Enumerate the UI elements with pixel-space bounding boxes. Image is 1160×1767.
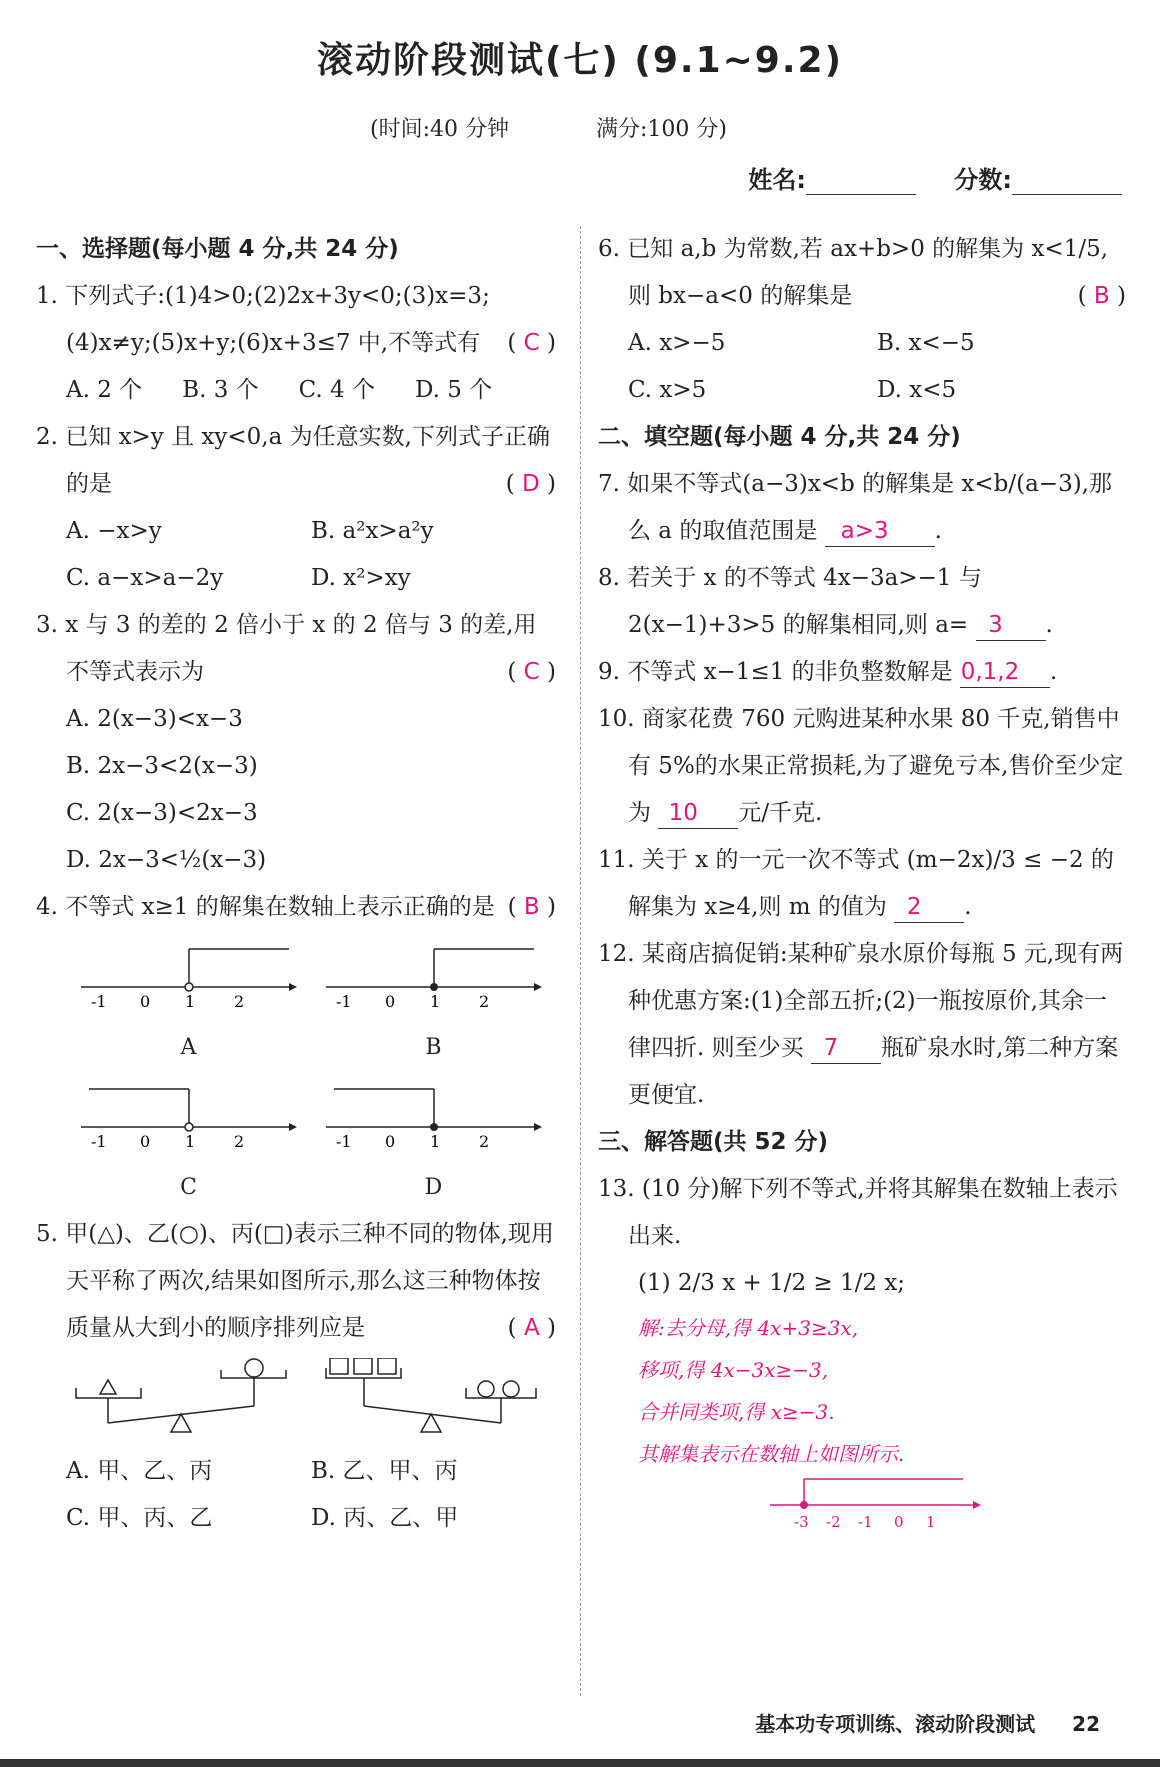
column-divider xyxy=(580,226,581,1696)
q5-option-c: C. 甲、丙、乙 xyxy=(66,1505,213,1531)
q7-stem: 7. 如果不等式(a−3)x<b 的解集是 x<b/(a−3),那么 a 的取值范围是 xyxy=(598,471,1112,544)
tick-label: -1 xyxy=(335,992,352,1007)
q5-stem: 5. 甲(△)、乙(○)、丙(□)表示三种不同的物体,现用天平称了两次,结果如图所示,那么这三种物体按质量从大到小的顺序排列应是 xyxy=(36,1221,554,1341)
q2-option-a: A. −x>y xyxy=(66,518,162,544)
solution-line: 合并同类项,得 x≥−3. xyxy=(638,1400,835,1424)
q3-options xyxy=(36,696,556,884)
q9-stem: 9. 不等式 x−1≤1 的非负整数解是 xyxy=(598,659,953,685)
right-column xyxy=(598,226,1126,1552)
q9-post: . xyxy=(1049,659,1058,685)
triangle-icon xyxy=(100,1380,116,1394)
q1-option-a: A. 2 个 xyxy=(66,377,143,403)
q5-option-d: D. 丙、乙、甲 xyxy=(311,1505,459,1531)
q5-option-b: B. 乙、甲、丙 xyxy=(311,1458,458,1484)
circle-icon xyxy=(503,1381,519,1397)
q5-answer-paren: ( A ) xyxy=(507,1315,556,1341)
q8-post: . xyxy=(1045,612,1053,638)
tick-label: 0 xyxy=(384,1132,395,1147)
section-choice-heading: 一、选择题(每小题 4 分,共 24 分) xyxy=(36,236,399,262)
q10-stem: 10. 商家花费 760 元购进某种水果 80 千克,销售中有 5%的水果正常损耗,为了避免亏本,售价至少定为 xyxy=(598,706,1124,826)
tick-label: 2 xyxy=(478,1132,489,1147)
solution-number-line xyxy=(768,1475,988,1535)
full-score-info: 满分:100 分) xyxy=(595,117,727,142)
q2-option-d: D. x²>xy xyxy=(311,565,411,591)
q6-option-c: C. x>5 xyxy=(628,377,707,403)
q13-number-line xyxy=(598,1475,1126,1552)
q4-figures-row1 xyxy=(36,937,556,1071)
solution-line: 解:去分母,得 4x+3≥3x, xyxy=(638,1316,859,1340)
q4-figure-d xyxy=(311,1077,556,1211)
q10-answer-blank[interactable]: 10 xyxy=(658,798,738,829)
tick-label: 0 xyxy=(894,1513,904,1531)
question-5 xyxy=(36,1211,556,1542)
q12-answer-blank[interactable]: 7 xyxy=(811,1033,881,1064)
tick-label: 1 xyxy=(429,1132,440,1147)
q4-answer-paren: ( B ) xyxy=(507,894,556,920)
q2-option-c: C. a−x>a−2y xyxy=(66,565,224,591)
question-7 xyxy=(598,461,1126,555)
q7-post: . xyxy=(934,518,942,544)
q1-answer: C xyxy=(523,330,540,356)
q4-figure-c xyxy=(66,1077,311,1211)
q5-options xyxy=(36,1448,556,1542)
q9-answer-blank[interactable]: 0,1,2 xyxy=(960,657,1050,688)
section-fill-heading: 二、填空题(每小题 4 分,共 24 分) xyxy=(598,424,961,450)
tick-label: 1 xyxy=(184,992,195,1007)
q4-label-a: A xyxy=(180,1035,197,1060)
score-label: 分数: xyxy=(954,166,1012,194)
question-6 xyxy=(598,226,1126,414)
question-3 xyxy=(36,602,556,884)
footer-text: 基本功专项训练、滚动阶段测试 xyxy=(755,1712,1036,1736)
q5-answer: A xyxy=(523,1315,540,1341)
question-9 xyxy=(598,649,1126,696)
q6-option-a: A. x>−5 xyxy=(628,330,726,356)
number-line-b xyxy=(324,937,544,1007)
q3-answer-paren: ( C ) xyxy=(507,659,556,685)
q11-stem: 11. 关于 x 的一元一次不等式 (m−2x)/3 ≤ −2 的解集为 x≥4,则 m 的值为 xyxy=(598,847,1114,920)
section-solve-heading: 三、解答题(共 52 分) xyxy=(598,1129,829,1155)
balance-scale-2 xyxy=(316,1358,546,1448)
q3-answer: C xyxy=(523,659,540,685)
tick-label: 0 xyxy=(139,1132,150,1147)
q6-answer: B xyxy=(1093,283,1110,309)
tick-label: 1 xyxy=(926,1513,936,1531)
q4-label-b: B xyxy=(425,1035,442,1060)
circle-icon xyxy=(245,1359,263,1377)
q3-option-b: B. 2x−3<2(x−3) xyxy=(66,753,258,779)
page-footer xyxy=(755,1708,1100,1737)
number-line-d xyxy=(324,1077,544,1147)
q1-options xyxy=(36,367,556,414)
square-icon xyxy=(354,1358,372,1374)
question-12 xyxy=(598,931,1126,1119)
q13-stem: 13. (10 分)解下列不等式,并将其解集在数轴上表示出来. xyxy=(598,1176,1118,1249)
q11-post: . xyxy=(964,894,972,920)
q5-balance-figures xyxy=(36,1358,556,1448)
q4-label-c: C xyxy=(180,1175,197,1200)
q1-answer-paren: ( C ) xyxy=(507,330,556,356)
square-icon xyxy=(330,1358,348,1374)
q2-answer-paren: ( D ) xyxy=(505,471,556,497)
question-13 xyxy=(598,1166,1126,1552)
q3-option-c: C. 2(x−3)<2x−3 xyxy=(66,800,258,826)
q13-solution xyxy=(598,1307,1126,1475)
square-icon xyxy=(378,1358,396,1374)
circle-icon xyxy=(478,1381,494,1397)
q3-option-a: A. 2(x−3)<x−3 xyxy=(66,706,243,732)
q5-option-a: A. 甲、乙、丙 xyxy=(66,1458,213,1484)
tick-label: 2 xyxy=(233,992,244,1007)
tick-label: -1 xyxy=(858,1513,873,1531)
question-4 xyxy=(36,884,556,1211)
score-field[interactable] xyxy=(1012,170,1122,195)
balance-scale-1 xyxy=(66,1358,296,1448)
q2-stem: 2. 已知 x>y 且 xy<0,a 为任意实数,下列式子正确的是 xyxy=(36,424,550,497)
name-label: 姓名: xyxy=(748,166,807,194)
solution-line: 其解集表示在数轴上如图所示. xyxy=(638,1442,905,1466)
tick-label: 2 xyxy=(233,1132,244,1147)
tick-label: 1 xyxy=(429,992,440,1007)
tick-label: -3 xyxy=(794,1513,809,1531)
q13-part1: (1) 2/3 x + 1/2 ≥ 1/2 x; xyxy=(638,1270,906,1296)
q3-stem: 3. x 与 3 的差的 2 倍小于 x 的 2 倍与 3 的差,用不等式表示为 xyxy=(36,612,537,685)
bottom-bar xyxy=(0,1759,1160,1767)
q4-answer: B xyxy=(523,894,540,920)
left-column xyxy=(36,226,556,1542)
q8-answer-blank[interactable]: 3 xyxy=(976,610,1046,641)
tick-label: -1 xyxy=(335,1132,352,1147)
number-line-c xyxy=(79,1077,299,1147)
tick-label: 2 xyxy=(478,992,489,1007)
q6-option-b: B. x<−5 xyxy=(877,330,975,356)
question-10 xyxy=(598,696,1126,837)
q1-stem: 1. 下列式子:(1)4>0;(2)2x+3y<0;(3)x=3;(4)x≠y;(5)x+y;(6)x+3≤7 中,不等式有 xyxy=(36,283,490,356)
q2-options xyxy=(36,508,556,602)
q4-figure-a xyxy=(66,937,311,1071)
q10-post: 元/千克. xyxy=(738,800,823,826)
q6-stem: 6. 已知 a,b 为常数,若 ax+b>0 的解集为 x<1/5,则 bx−a<0 的解集是 xyxy=(598,236,1109,309)
number-line-a xyxy=(79,937,299,1007)
question-2 xyxy=(36,414,556,602)
tick-label: 0 xyxy=(384,992,395,1007)
q1-option-d: D. 5 个 xyxy=(415,377,493,403)
q4-figure-b xyxy=(311,937,556,1071)
page-number: 22 xyxy=(1072,1712,1100,1736)
question-11 xyxy=(598,837,1126,931)
tick-label: 1 xyxy=(184,1132,195,1147)
solution-line: 移项,得 4x−3x≥−3, xyxy=(638,1358,829,1382)
q12-post: 瓶矿泉水时,第二种方案更便宜. xyxy=(628,1035,1119,1108)
q1-option-c: C. 4 个 xyxy=(298,377,376,403)
q12-stem: 12. 某商店搞促销:某种矿泉水原价每瓶 5 元,现有两种优惠方案:(1)全部五折;(2)一瓶按原价,其余一律四折. 则至少买 xyxy=(598,941,1124,1061)
q6-option-d: D. x<5 xyxy=(877,377,957,403)
time-info: (时间:40 分钟 xyxy=(370,117,509,142)
page-title: 滚动阶段测试(七) (9.1~9.2) xyxy=(316,40,844,81)
question-8 xyxy=(598,555,1126,649)
name-score-box xyxy=(748,160,1122,195)
q2-answer: D xyxy=(521,471,540,497)
question-1 xyxy=(36,273,556,414)
exam-info xyxy=(370,112,727,143)
q3-option-d: D. 2x−3<½(x−3) xyxy=(66,847,267,873)
name-field[interactable] xyxy=(806,170,916,195)
q2-option-b: B. a²x>a²y xyxy=(311,518,434,544)
q1-option-b: B. 3 个 xyxy=(182,377,259,403)
tick-label: -1 xyxy=(90,992,107,1007)
q11-answer-blank[interactable]: 2 xyxy=(894,892,964,923)
q8-stem: 8. 若关于 x 的不等式 4x−3a>−1 与 2(x−1)+3>5 的解集相同,则 a= xyxy=(598,565,982,638)
tick-label: 0 xyxy=(139,992,150,1007)
q4-figures-row2 xyxy=(36,1077,556,1211)
q7-answer-blank[interactable]: a>3 xyxy=(825,516,935,547)
tick-label: -2 xyxy=(826,1513,841,1531)
q4-stem: 4. 不等式 x≥1 的解集在数轴上表示正确的是 xyxy=(36,894,495,920)
q4-label-d: D xyxy=(424,1175,443,1200)
q6-answer-paren: ( B ) xyxy=(1077,283,1126,309)
tick-label: -1 xyxy=(90,1132,107,1147)
q6-options xyxy=(598,320,1126,414)
